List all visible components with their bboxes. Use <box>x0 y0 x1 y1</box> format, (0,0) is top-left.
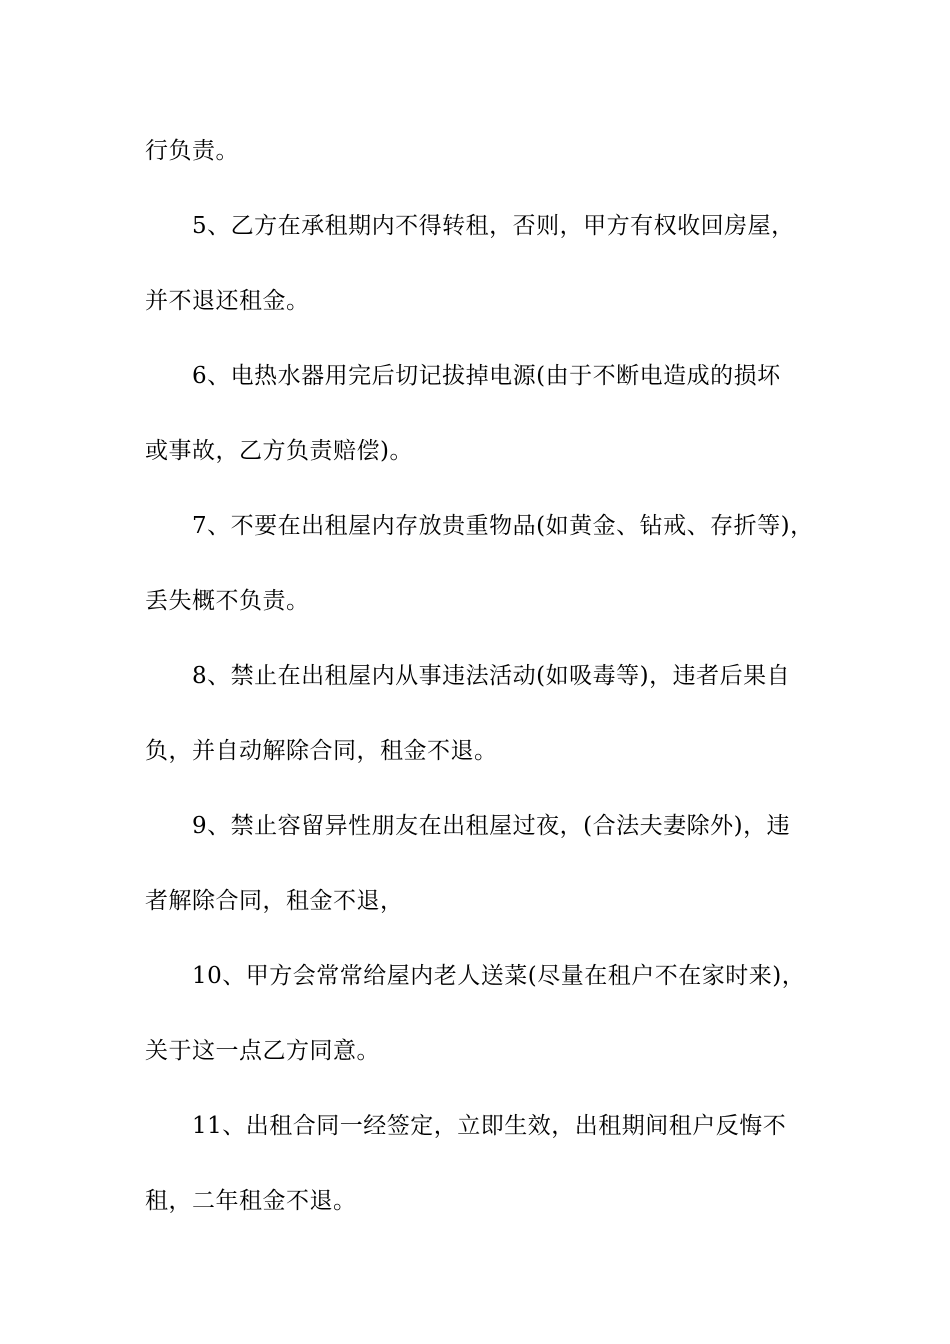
clause-7-line: 7、不要在出租屋内存放贵重物品(如黄金、钻戒、存折等)， <box>192 513 814 539</box>
clause-11-line: 11、出租合同一经签定，立即生效，出租期间租户反悔不 <box>192 1113 787 1139</box>
clause-8-line: 8、禁止在出租屋内从事违法活动(如吸毒等)，违者后果自 <box>192 663 791 689</box>
text-line: 关于这一点乙方同意。 <box>145 1038 380 1064</box>
text-line: 行负责。 <box>145 138 239 164</box>
text-line: 丢失概不负责。 <box>145 588 310 614</box>
text-line: 负，并自动解除合同，租金不退。 <box>145 738 498 764</box>
text-line: 者解除合同，租金不退， <box>145 888 404 914</box>
text-line: 租，二年租金不退。 <box>145 1188 357 1214</box>
text-line: 并不退还租金。 <box>145 288 310 314</box>
clause-9-line: 9、禁止容留异性朋友在出租屋过夜，(合法夫妻除外)，违 <box>192 813 791 839</box>
clause-6-line: 6、电热水器用完后切记拔掉电源(由于不断电造成的损坏 <box>192 363 781 389</box>
clause-5-line: 5、乙方在承租期内不得转租，否则，甲方有权收回房屋， <box>192 213 795 239</box>
text-line: 或事故，乙方负责赔偿)。 <box>145 438 413 464</box>
clause-10-line: 10、甲方会常常给屋内老人送菜(尽量在租户不在家时来)， <box>192 963 806 989</box>
